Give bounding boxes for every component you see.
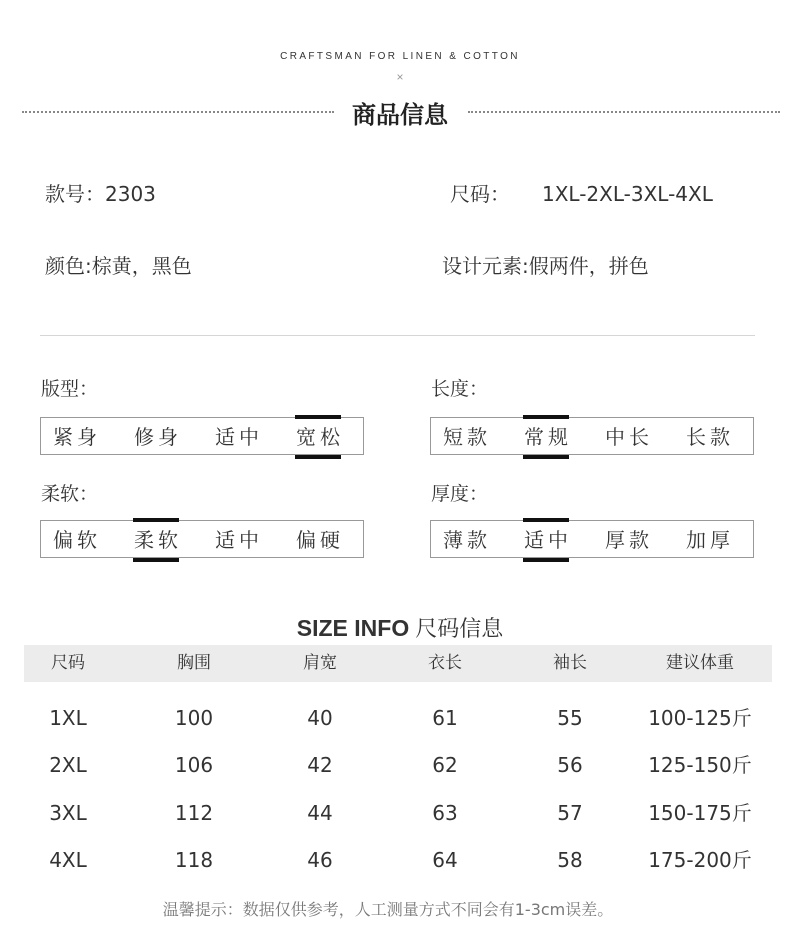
cell-length: 64 [432,848,458,872]
cell-weight: 150-175斤 [648,801,752,825]
cell-sleeve: 55 [557,706,583,730]
length-option: 短款 [443,425,491,449]
length-scale [430,417,754,455]
cell-length: 61 [432,706,458,730]
cell-chest: 112 [174,801,214,825]
softness-option: 适中 [215,528,263,552]
fit-label: 版型： [41,378,99,400]
cell-chest: 106 [174,753,214,777]
cell-shoulder: 44 [307,801,333,825]
color-info: 颜色:棕黄，黑色 [45,254,192,278]
cell-weight: 100-125斤 [648,706,752,730]
fit-option: 紧身 [53,425,101,449]
softness-option: 偏软 [53,528,101,552]
cell-length: 62 [432,753,458,777]
measurement-note: 温馨提示：数据仅供参考，人工测量方式不同会有1-3cm误差。 [162,900,614,919]
length-option: 长款 [686,425,734,449]
thickness-option: 加厚 [686,528,734,552]
style-number: 款号：2303 [45,182,156,206]
size-range-label: 尺码： [450,182,510,206]
header-chest: 胸围 [177,653,211,673]
thickness-scale [430,520,754,558]
size-range-value: 1XL-2XL-3XL-4XL [542,182,713,206]
cell-size: 1XL [49,706,87,730]
size-info-title [0,612,800,643]
length-option: 常规 [524,418,572,456]
header-length: 衣长 [428,653,462,673]
softness-label: 柔软： [41,483,99,505]
thickness-option: 适中 [524,521,572,559]
cell-sleeve: 57 [557,801,583,825]
softness-scale [40,520,364,558]
header-weight: 建议体重 [666,653,734,673]
cell-weight: 125-150斤 [648,753,752,777]
cell-weight: 175-200斤 [648,848,752,872]
cell-sleeve: 56 [557,753,583,777]
fit-scale [40,417,364,455]
cell-size: 2XL [49,753,87,777]
cell-chest: 118 [174,848,214,872]
header-size: 尺码 [51,653,85,673]
cell-length: 63 [432,801,458,825]
size-info-title-cn: 尺码信息 [415,617,504,642]
table-row [24,840,772,880]
softness-option: 柔软 [134,521,182,559]
cell-shoulder: 42 [307,753,333,777]
header-shoulder: 肩宽 [303,653,337,673]
design-elements: 设计元素:假两件，拼色 [442,254,649,278]
table-row [24,793,772,833]
header-sleeve: 袖长 [553,653,587,673]
cell-shoulder: 40 [307,706,333,730]
thickness-option: 薄款 [443,528,491,552]
fit-option: 宽松 [296,418,344,456]
cell-shoulder: 46 [307,848,333,872]
length-label: 长度： [431,378,489,400]
cell-size: 4XL [49,848,87,872]
size-range [450,178,713,207]
brand-tagline: CRAFTSMAN FOR LINEN & COTTON [280,51,520,62]
cell-size: 3XL [49,801,87,825]
divider-cross: × [396,70,404,84]
softness-option: 偏硬 [296,528,344,552]
fit-option: 修身 [134,425,182,449]
size-table-header [24,645,772,682]
size-info-title-en: SIZE INFO [296,615,410,641]
section-title: 商品信息 [352,101,448,129]
section-divider [40,335,755,336]
thickness-label: 厚度： [431,483,489,505]
table-row [24,698,772,738]
table-row [24,745,772,785]
fit-option: 适中 [215,425,263,449]
thickness-option: 厚款 [605,528,653,552]
cell-chest: 100 [174,706,214,730]
length-option: 中长 [605,425,653,449]
cell-sleeve: 58 [557,848,583,872]
